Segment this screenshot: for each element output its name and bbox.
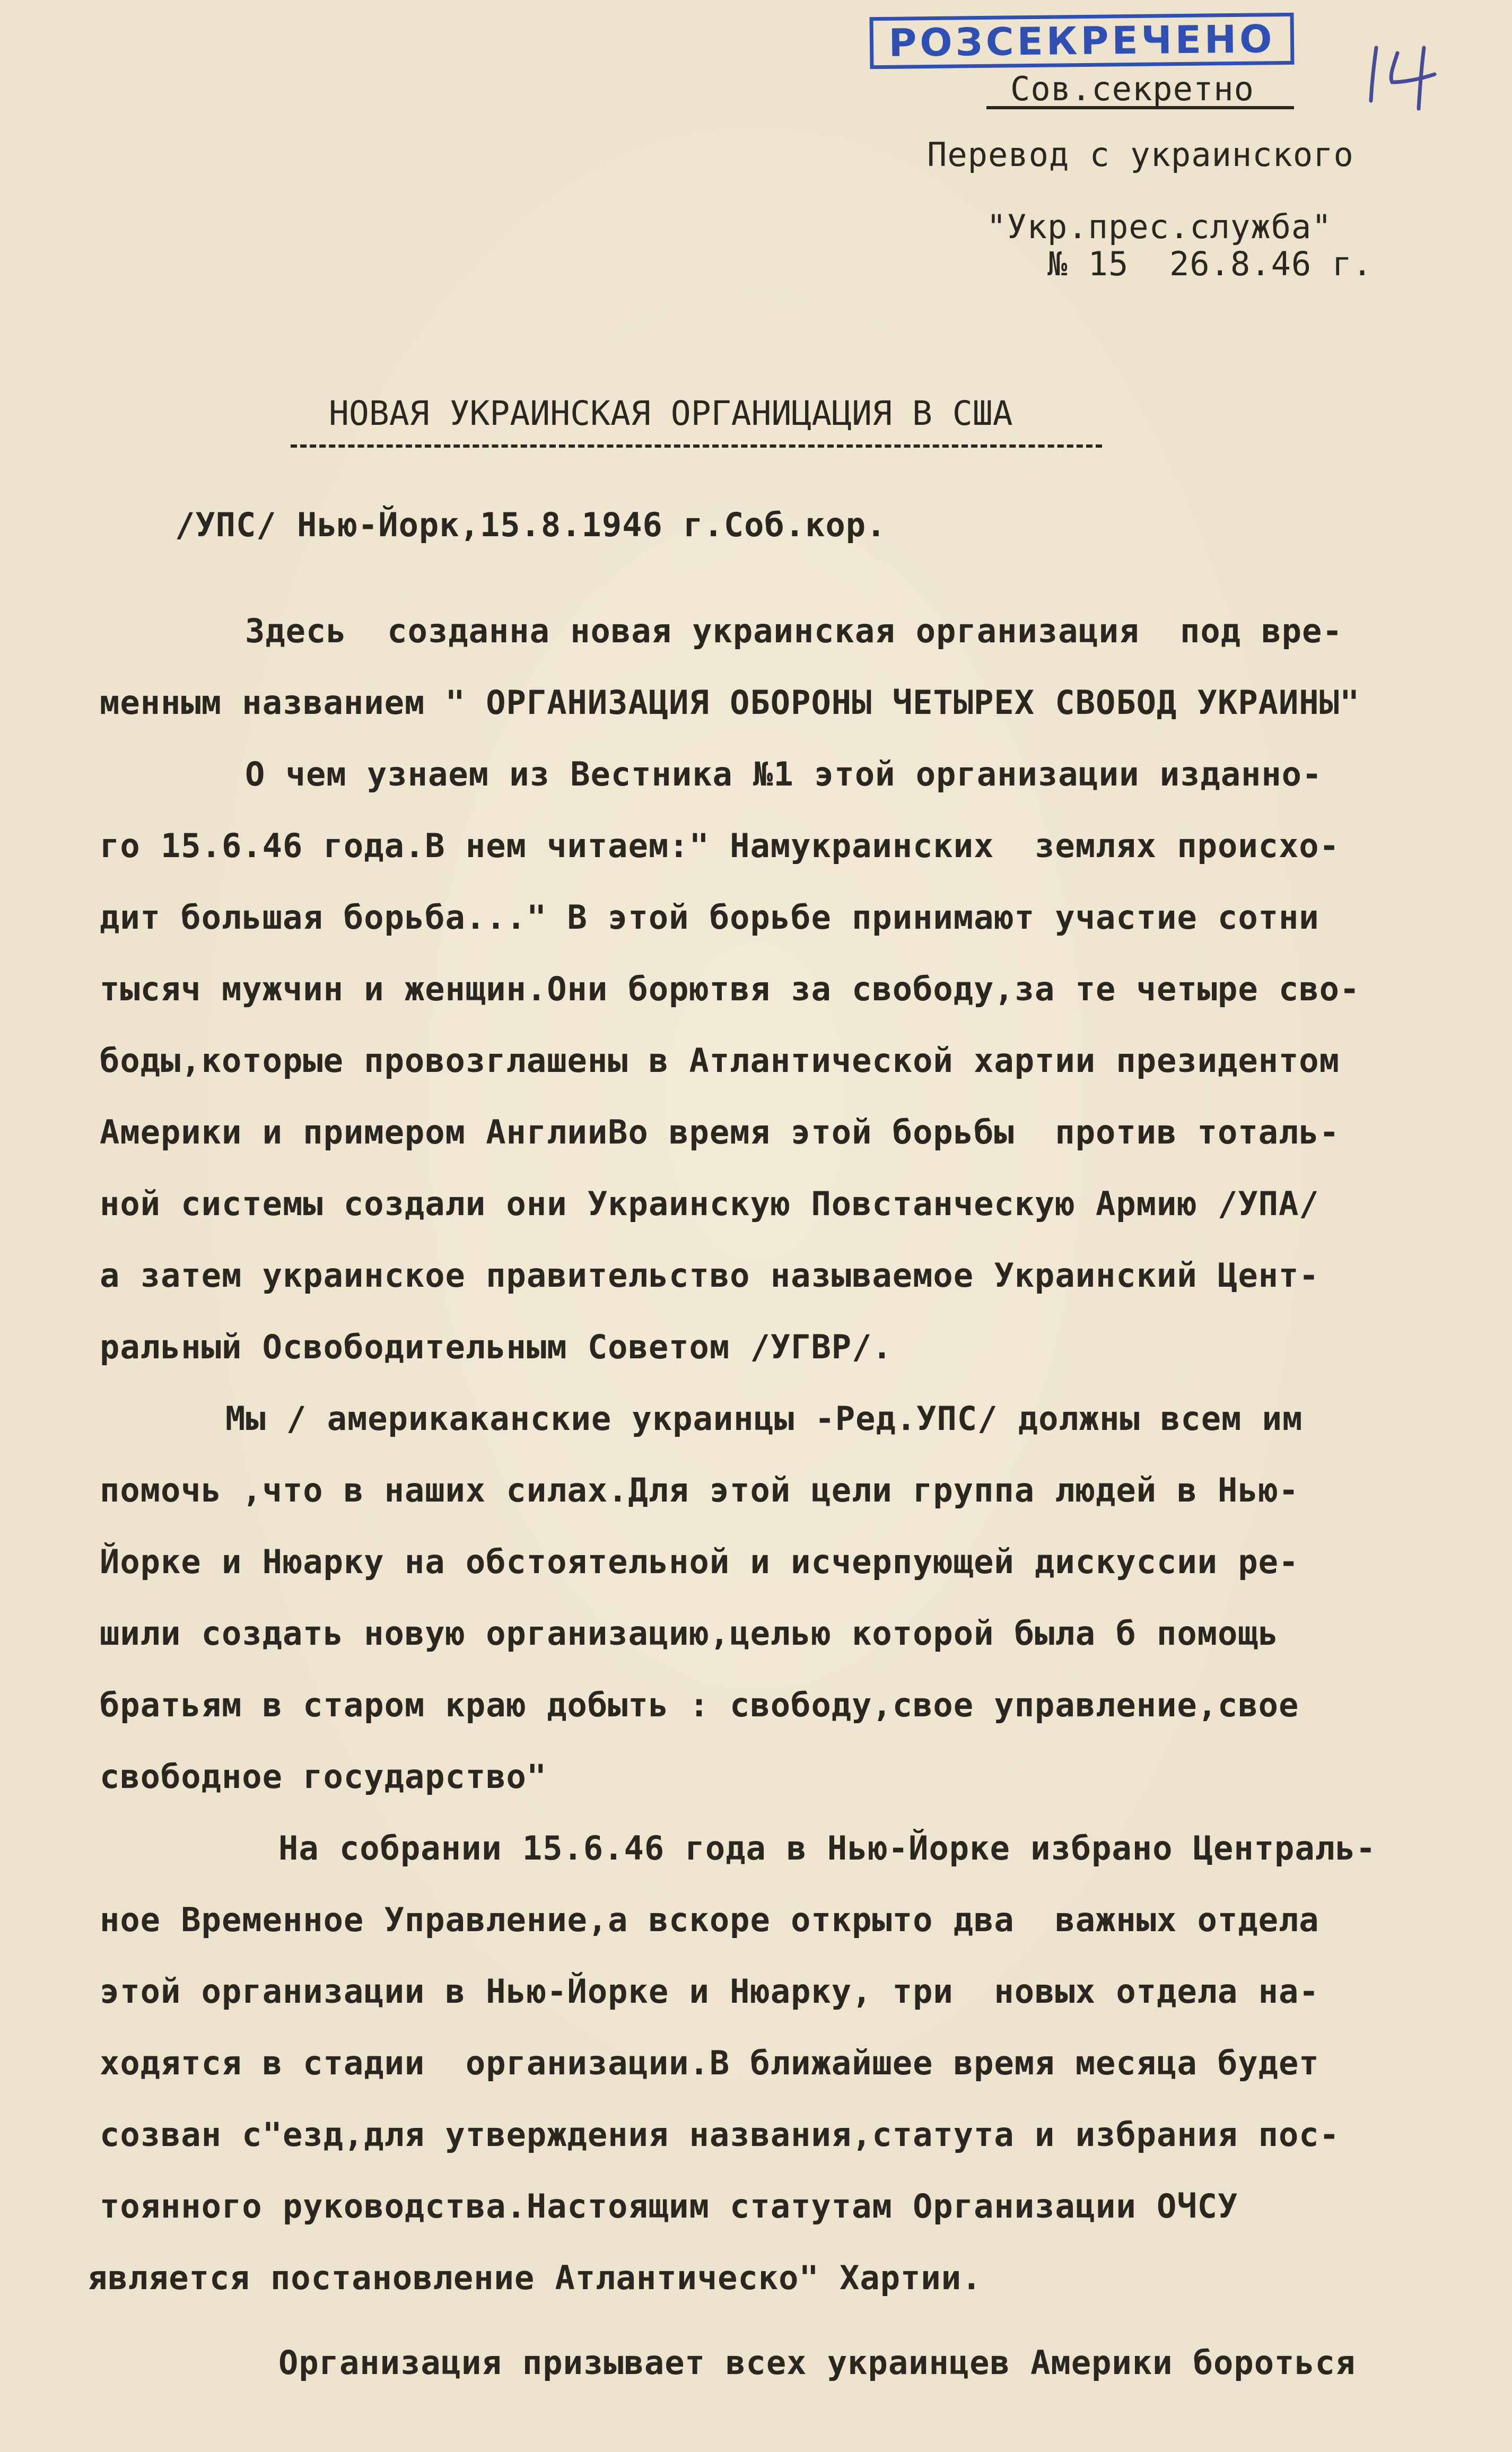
body-line: О чем узнаем из Вестника №1 этой организации изданно- <box>245 755 1323 793</box>
body-line: тысяч мужчин и женщин.Они борютвя за свободу,за те четыре сво- <box>100 970 1360 1008</box>
body-line: а затем украинское правительство называемое Украинский Цент- <box>100 1256 1319 1295</box>
body-line: тоянного руководства.Настоящим статутам Организации ОЧСУ <box>100 2187 1238 2226</box>
translation-note: Перевод с украинского <box>927 135 1354 174</box>
title-underline <box>291 444 1102 448</box>
classification-underline <box>986 106 1294 109</box>
classification-label: Сов.секретно <box>1010 69 1254 108</box>
dateline: /УПС/ Нью-Йорк,15.8.1946 г.Соб.кор. <box>175 505 887 544</box>
body-line: этой организации в Нью-Йорке и Нюарку, три новых отдела на- <box>100 1972 1319 2011</box>
body-line: На собрании 15.6.46 года в Нью-Йорке избрано Централь- <box>278 1829 1376 1868</box>
issue-number-date: № 15 26.8.46 г. <box>1047 245 1373 283</box>
body-line: братьям в старом краю добыть : свободу,свое управление,свое <box>100 1686 1299 1724</box>
body-line: боды,которые провозглашены в Атлантической хартии президентом <box>100 1041 1340 1080</box>
body-line: Организация призывает всех украинцев Америки бороться <box>278 2343 1356 2382</box>
body-line: помочь ,что в наших силах.Для этой цели группа людей в Нью- <box>100 1471 1299 1509</box>
body-line: Америки и примером АнглииВо время этой борьбы против тоталь- <box>100 1113 1340 1151</box>
body-line: созван с"езд,для утверждения названия,статута и избрания пос- <box>100 2115 1340 2154</box>
stamp-text: РОЗСЕКРЕЧЕНО <box>888 16 1275 65</box>
body-line: ной системы создали они Украинскую Повстанческую Армию /УПА/ <box>100 1184 1319 1223</box>
body-line: Йорке и Нюарку на обстоятельной и исчерпующей дискуссии ре- <box>100 1542 1299 1581</box>
source-name: "Укр.прес.служба" <box>986 207 1332 246</box>
body-line: ное Временное Управление,а вскоре открыто два важных отдела <box>100 1900 1319 1939</box>
body-line: Здесь созданна новая украинская организация под вре- <box>245 612 1343 650</box>
body-line: го 15.6.46 года.В нем читаем:" Намукраинских землях происхо- <box>100 826 1340 865</box>
body-line: дит большая борьба..." В этой борьбе принимают участие сотни <box>100 898 1319 937</box>
body-line: свободное государство" <box>100 1757 547 1796</box>
body-line: шили создать новую организацию,целью которой была б помощь <box>100 1614 1279 1653</box>
body-line: Мы / америкаканские украинцы -Ред.УПС/ должны всем им <box>225 1399 1303 1438</box>
body-line: ральный Освободительным Советом /УГВР/. <box>100 1328 893 1366</box>
declassified-stamp <box>870 13 1295 69</box>
body-line: ходятся в стадии организации.В ближайшее время месяца будет <box>100 2044 1319 2082</box>
body-line: является постановление Атлантическо" Хартии. <box>88 2258 982 2297</box>
folio-number-handwritten <box>1360 37 1445 111</box>
body-line: менным названием " ОРГАНИЗАЦИЯ ОБОРОНЫ ЧЕТЫРЕХ СВОБОД УКРАИНЫ" <box>100 683 1360 722</box>
document-title: НОВАЯ УКРАИНСКАЯ ОРГАНИЦАЦИЯ В США <box>329 394 1013 433</box>
